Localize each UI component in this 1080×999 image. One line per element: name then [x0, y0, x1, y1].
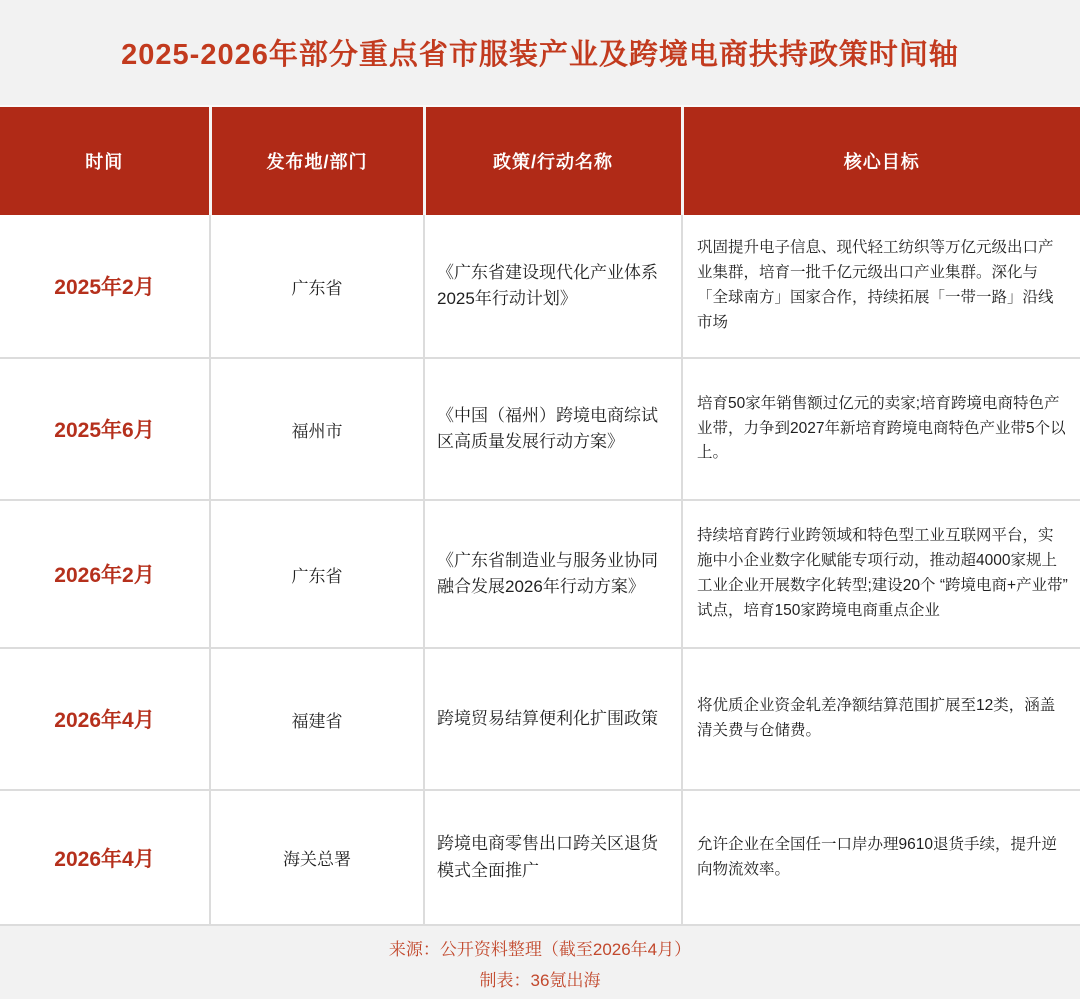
- cell-policy: 《广东省制造业与服务业协同融合发展2026年行动方案》: [424, 500, 682, 648]
- table-row: [0, 358, 1080, 500]
- cell-goal: 持续培育跨行业跨领域和特色型工业互联网平台，实施中小企业数字化赋能专项行动，推动超4000家规上工业企业开展数字化转型;建设20个 “跨境电商+产业带” 试点，培育150家跨境电商重点企业: [682, 500, 1080, 648]
- cell-policy: 跨境贸易结算便利化扩围政策: [424, 648, 682, 790]
- page-title-bar: [0, 0, 1080, 107]
- cell-time: 2026年2月: [0, 500, 210, 648]
- table-row: [0, 215, 1080, 358]
- column-header-policy: 政策/行动名称: [424, 107, 682, 215]
- cell-time: 2025年6月: [0, 358, 210, 500]
- cell-goal: 培育50家年销售额过亿元的卖家;培育跨境电商特色产业带，力争到2027年新培育跨境电商特色产业带5个以上。: [682, 358, 1080, 500]
- cell-time: 2026年4月: [0, 790, 210, 925]
- cell-place: 福州市: [210, 358, 424, 500]
- policy-timeline-table: [0, 107, 1080, 926]
- column-header-goal: 核心目标: [682, 107, 1080, 215]
- cell-time: 2025年2月: [0, 215, 210, 358]
- column-header-time: 时间: [0, 107, 210, 215]
- footer: [0, 926, 1080, 999]
- table-row: [0, 790, 1080, 925]
- cell-policy: 《广东省建设现代化产业体系2025年行动计划》: [424, 215, 682, 358]
- cell-time: 2026年4月: [0, 648, 210, 790]
- cell-place: 广东省: [210, 215, 424, 358]
- cell-policy: 《中国（福州）跨境电商综试区高质量发展行动方案》: [424, 358, 682, 500]
- cell-place: 福建省: [210, 648, 424, 790]
- source-note: 来源：公开资料整理（截至2026年4月）: [388, 939, 692, 959]
- cell-goal: 巩固提升电子信息、现代轻工纺织等万亿元级出口产业集群，培育一批千亿元级出口产业集群。深化与「全球南方」国家合作，持续拓展「一带一路」沿线市场: [682, 215, 1080, 358]
- credit-note: 制表：36氪出海: [479, 970, 601, 990]
- table-header-row: [0, 107, 1080, 215]
- cell-place: 广东省: [210, 500, 424, 648]
- table-row: [0, 648, 1080, 790]
- table-row: [0, 500, 1080, 648]
- column-header-place: 发布地/部门: [210, 107, 424, 215]
- cell-goal: 允许企业在全国任一口岸办理9610退货手续，提升逆向物流效率。: [682, 790, 1080, 925]
- cell-policy: 跨境电商零售出口跨关区退货模式全面推广: [424, 790, 682, 925]
- cell-goal: 将优质企业资金轧差净额结算范围扩展至12类，涵盖清关费与仓储费。: [682, 648, 1080, 790]
- cell-place: 海关总署: [210, 790, 424, 925]
- page-title: 2025-2026年部分重点省市服装产业及跨境电商扶持政策时间轴: [121, 39, 959, 71]
